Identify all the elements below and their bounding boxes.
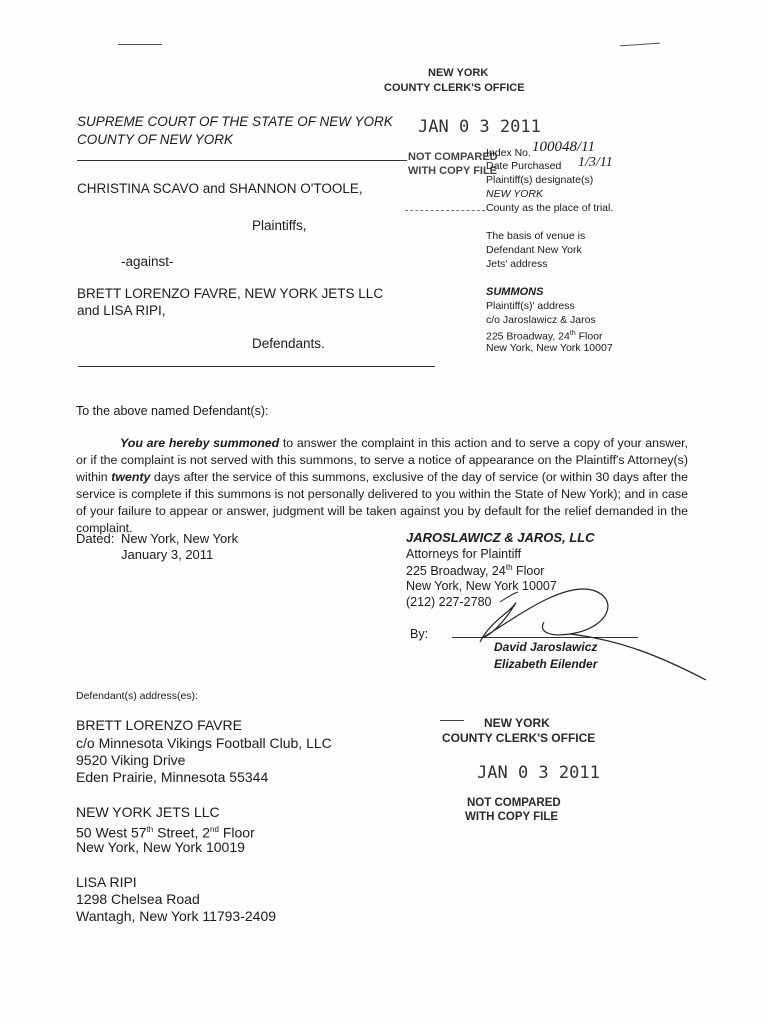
signer-1: David Jaroslawicz <box>494 640 598 654</box>
date-purchased-label: Date Purchased <box>486 160 562 172</box>
salutation: To the above named Defendant(s): <box>76 404 269 418</box>
index-number-label: Index No. <box>486 147 531 159</box>
jets-line1-mid: Street, 2 <box>153 824 211 841</box>
summons-line2: c/o Jaroslawicz & Jaros <box>486 314 596 326</box>
court-name-line2: COUNTY OF NEW YORK <box>77 132 234 147</box>
favre-line1: c/o Minnesota Vikings Football Club, LLC <box>76 735 332 751</box>
jets-name: NEW YORK JETS LLC <box>76 804 220 820</box>
favre-name: BRETT LORENZO FAVRE <box>76 717 242 733</box>
defendants-line2: and LISA RIPI, <box>77 303 166 318</box>
body-text-2: days after the service of this summons, exclusive of the day of service (or within 30 days after the service is complete if this summons is not personally delivered to you within the State of New York); and in case of your failure to appear or answer, judgment will be taken against you by default for the relief demanded in the complaint. <box>76 470 689 535</box>
jets-line2: New York, New York 10019 <box>76 839 245 855</box>
ripi-name: LISA RIPI <box>76 874 137 890</box>
trial-county: NEW YORK <box>486 188 543 200</box>
defendants-line1: BRETT LORENZO FAVRE, NEW YORK JETS LLC <box>77 286 384 301</box>
body-bold-lead: You are hereby summoned <box>120 436 280 450</box>
stamp-top-date: JAN 0 3 2011 <box>418 117 541 137</box>
attorney-address-sup: th <box>505 563 513 572</box>
dated-label: Dated: <box>76 531 115 546</box>
venue-basis-line3: Jets' address <box>486 258 548 270</box>
summons-title: SUMMONS <box>486 286 544 298</box>
summons-line4: New York, New York 10007 <box>486 342 613 354</box>
plaintiffs-names: CHRISTINA SCAVO and SHANNON O'TOOLE, <box>77 181 363 196</box>
summons-line3-text: 225 Broadway, 24 <box>486 330 570 343</box>
jets-line1-post: Floor <box>218 824 255 841</box>
stamp-top-line1: NEW YORK <box>428 67 489 79</box>
stamp-bottom-line1: NEW YORK <box>484 716 550 730</box>
summons-body-paragraph <box>76 435 688 537</box>
index-number-value: 100048/11 <box>532 139 596 155</box>
jets-line1-text: 50 West 57 <box>76 824 147 841</box>
body-bold-twenty: twenty <box>111 470 151 484</box>
dashed-mark <box>405 210 485 212</box>
body-text-1: to answer the complaint in this action and to serve a copy of your answer, or if the complaint is not served with this summons, to serve a notice of appearance on the Plaintiff's Attorney(s) within <box>76 436 688 484</box>
stamp-top-line2: COUNTY CLERK'S OFFICE <box>384 82 525 94</box>
summons-line1: Plaintiff(s)' address <box>486 300 575 312</box>
scan-mark-right <box>620 43 660 47</box>
against-label: -against- <box>121 254 174 269</box>
stamp-bottom-edge-mark <box>440 720 464 721</box>
place-of-trial: County as the place of trial. <box>486 202 614 214</box>
signer-2: Elizabeth Eilender <box>494 657 598 671</box>
stamp-bottom-date: JAN 0 3 2011 <box>477 763 600 783</box>
stamp-top-not-compared-1: NOT COMPARED <box>408 151 498 163</box>
attorney-city: New York, New York 10007 <box>406 579 557 593</box>
summons-line3-post: Floor <box>575 330 603 343</box>
caption-bottom-rule <box>78 366 435 367</box>
defendant-addresses-label: Defendant(s) address(es): <box>76 690 198 702</box>
dated-date: January 3, 2011 <box>121 547 214 562</box>
court-name-line1: SUPREME COURT OF THE STATE OF NEW YORK <box>77 114 393 129</box>
ripi-line1: 1298 Chelsea Road <box>76 891 200 907</box>
summons-line3-sup: th <box>569 330 576 337</box>
stamp-top-not-compared-2: WITH COPY FILE <box>408 165 498 177</box>
scan-mark-left <box>118 44 162 45</box>
jets-line1-sup1: th <box>146 825 154 834</box>
attorney-firm: JAROSLAWICZ & JAROS, LLC <box>406 530 595 545</box>
caption-top-rule <box>77 160 407 161</box>
defendants-label: Defendants. <box>252 336 325 351</box>
favre-line2: 9520 Viking Drive <box>76 752 186 768</box>
venue-basis-line2: Defendant New York <box>486 244 582 256</box>
attorney-address-text: 225 Broadway, 24 <box>406 564 506 579</box>
stamp-bottom-not-compared-1: NOT COMPARED <box>467 797 561 809</box>
stamp-bottom-line2: COUNTY CLERK'S OFFICE <box>442 731 596 745</box>
venue-basis-line1: The basis of venue is <box>486 230 586 242</box>
attorney-phone: (212) 227-2780 <box>406 595 492 609</box>
jets-line1-sup2: nd <box>210 825 219 834</box>
dated-place: New York, New York <box>121 531 239 546</box>
favre-line3: Eden Prairie, Minnesota 55344 <box>76 769 269 785</box>
attorney-role: Attorneys for Plaintiff <box>406 547 522 561</box>
plaintiffs-label: Plaintiffs, <box>252 218 307 233</box>
ripi-line2: Wantagh, New York 11793-2409 <box>76 908 277 924</box>
stamp-bottom-not-compared-2: WITH COPY FILE <box>465 811 559 823</box>
date-purchased-value: 1/3/11 <box>578 155 613 170</box>
attorney-address-post: Floor <box>512 564 545 579</box>
by-label: By: <box>410 627 429 641</box>
plaintiff-designates: Plaintiff(s) designate(s) <box>486 174 594 186</box>
